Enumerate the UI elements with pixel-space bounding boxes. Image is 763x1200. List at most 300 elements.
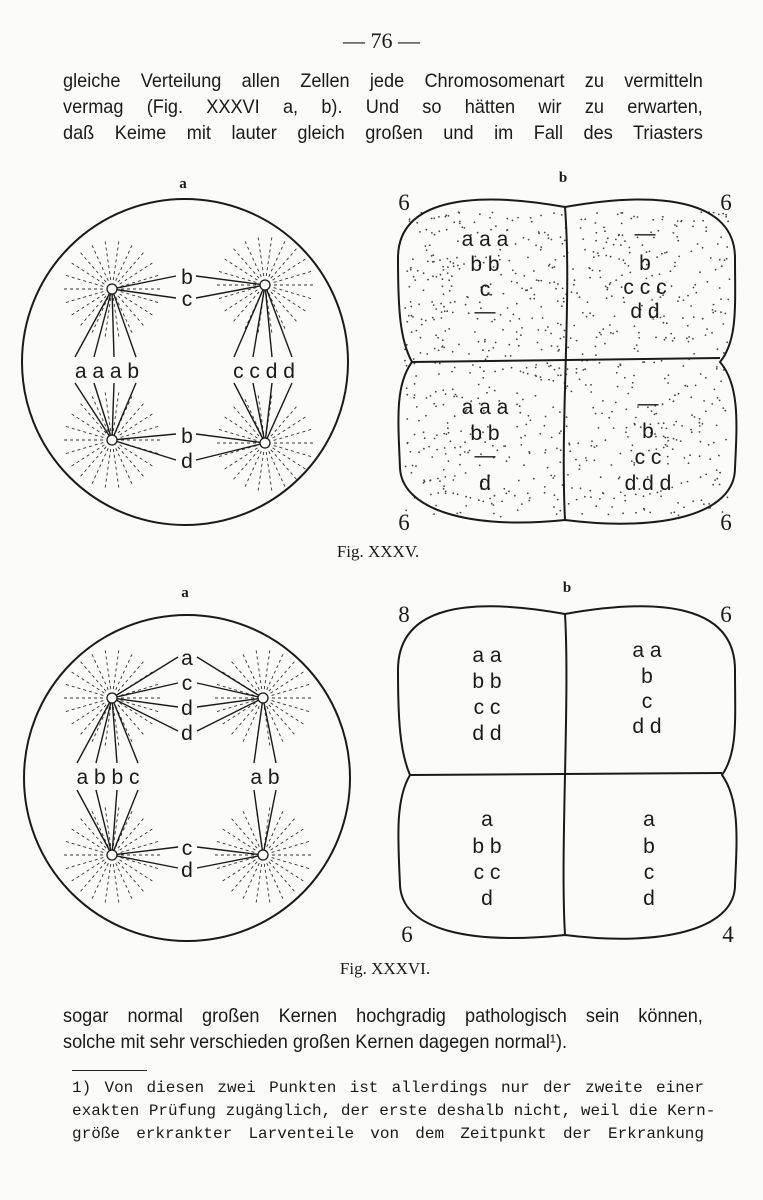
stipple-dot (521, 327, 523, 329)
stipple-dot (421, 318, 423, 320)
stipple-dot (629, 252, 631, 254)
stipple-dot (577, 442, 579, 444)
fig35-a-right-group: c c d d (233, 360, 295, 383)
aster-ray (271, 672, 304, 693)
stipple-dot (707, 281, 709, 283)
stipple-dot (717, 243, 719, 245)
stipple-dot (624, 240, 626, 242)
stipple-dot (630, 450, 632, 452)
fig36-a-spindle (77, 657, 276, 868)
stipple-dot (606, 289, 608, 291)
stipple-dot (694, 416, 696, 418)
stipple-dot (655, 436, 657, 438)
stipple-dot (434, 348, 436, 350)
stipple-dot (503, 445, 505, 447)
stipple-dot (518, 345, 520, 347)
stipple-dot (495, 225, 497, 227)
fig36-a-chromosome: d (181, 697, 193, 720)
stipple-dot (592, 270, 594, 272)
stipple-dot (580, 227, 582, 229)
stipple-dot (507, 307, 509, 309)
stipple-dot (563, 255, 565, 257)
stipple-dot (722, 407, 724, 409)
stipple-dot (533, 298, 535, 300)
stipple-dot (426, 353, 428, 355)
stipple-dot (638, 337, 640, 339)
stipple-dot (598, 255, 600, 257)
stipple-dot (458, 344, 460, 346)
aster-ray (266, 452, 272, 491)
stipple-dot (551, 239, 553, 241)
stipple-dot (576, 368, 578, 370)
stipple-dot (557, 323, 559, 325)
aster-ray (223, 860, 256, 881)
stipple-dot (506, 460, 508, 462)
stipple-dot (664, 252, 666, 254)
stipple-dot (489, 498, 491, 500)
stipple-dot (567, 368, 569, 370)
stipple-dot (469, 450, 471, 452)
stipple-dot (460, 446, 462, 448)
stipple-dot (557, 346, 559, 348)
stipple-dot (439, 363, 441, 365)
stipple-dot (413, 358, 415, 360)
stipple-dot (673, 511, 675, 513)
stipple-dot (576, 340, 578, 342)
stipple-dot (686, 337, 688, 339)
stipple-dot (692, 226, 694, 228)
stipple-dot (719, 259, 721, 261)
stipple-dot (725, 216, 727, 218)
stipple-dot (433, 403, 435, 405)
stipple-dot (620, 244, 622, 246)
stipple-dot (593, 256, 595, 258)
fig36-b-q2-line: a a (632, 639, 662, 662)
stipple-dot (450, 302, 452, 304)
stipple-dot (555, 259, 557, 261)
stipple-dot (465, 472, 467, 474)
fig36-b-q3-line: d (481, 887, 493, 910)
stipple-dot (600, 334, 602, 336)
stipple-dot (566, 385, 568, 387)
stipple-dot (705, 474, 707, 476)
stipple-dot (545, 330, 547, 332)
stipple-dot (709, 458, 711, 460)
stipple-dot (544, 425, 546, 427)
stipple-dot (432, 254, 434, 256)
stipple-dot (417, 270, 419, 272)
fig35-b-q4-line: b (642, 420, 654, 443)
fig36-a-chromosome: d (181, 722, 193, 745)
fig35-a (22, 176, 348, 525)
aster-ray (72, 860, 105, 881)
stipple-dot (418, 420, 420, 422)
stipple-dot (550, 475, 552, 477)
aster-ray (121, 841, 158, 852)
stipple-dot (617, 366, 619, 368)
aster-ray (120, 263, 153, 284)
stipple-dot (442, 345, 444, 347)
stipple-dot (405, 466, 407, 468)
stipple-dot (666, 251, 668, 253)
stipple-dot (517, 509, 519, 511)
aster-ray (66, 858, 103, 869)
fig35-a-chromosome: b (181, 266, 193, 289)
stipple-dot (655, 337, 657, 339)
stipple-dot (519, 412, 521, 414)
stipple-dot (524, 435, 526, 437)
stipple-dot (699, 418, 701, 420)
stipple-dot (447, 272, 449, 274)
fig36-b-q1-line: d d (472, 722, 502, 745)
stipple-dot (600, 277, 602, 279)
stipple-dot (412, 316, 414, 318)
stipple-dot (605, 255, 607, 257)
aster-ray (271, 703, 304, 724)
stipple-dot (654, 433, 656, 435)
stipple-dot (721, 265, 723, 267)
stipple-dot (626, 427, 628, 429)
aster-ray (72, 672, 105, 693)
stipple-dot (444, 476, 446, 478)
stipple-dot (430, 395, 432, 397)
fig35-b-q1-line: a a a (461, 228, 509, 251)
stipple-dot (433, 261, 435, 263)
stipple-dot (662, 216, 664, 218)
stipple-dot (677, 220, 679, 222)
stipple-dot (448, 432, 450, 434)
stipple-dot (493, 513, 495, 515)
stipple-dot (523, 275, 525, 277)
stipple-dot (589, 277, 591, 279)
stipple-dot (457, 265, 459, 267)
fig35-a-chromosome: c (181, 288, 193, 311)
stipple-dot (443, 488, 445, 490)
fig35-a-sublabel: a (179, 176, 187, 192)
stipple-dot (491, 503, 493, 505)
stipple-dot (580, 488, 582, 490)
stipple-dot (472, 364, 474, 366)
stipple-dot (592, 407, 594, 409)
stipple-dot (715, 269, 717, 271)
footnote (72, 1077, 716, 1146)
fig35-b-q2-line: c c c (623, 276, 667, 299)
stipple-dot (567, 474, 569, 476)
stipple-dot (425, 245, 427, 247)
stipple-dot (713, 442, 715, 444)
stipple-dot (431, 301, 433, 303)
stipple-dot (512, 220, 514, 222)
stipple-dot (460, 512, 462, 514)
aster-ray (273, 259, 306, 280)
aster-ray (113, 864, 119, 903)
stipple-dot (643, 361, 645, 363)
stipple-dot (515, 243, 517, 245)
stipple-dot (683, 506, 685, 508)
stipple-dot (684, 457, 686, 459)
stipple-dot (680, 221, 682, 223)
stipple-dot (536, 279, 538, 281)
aster-ray (105, 650, 111, 689)
stipple-dot (694, 284, 696, 286)
aster-ray (217, 841, 254, 852)
stipple-dot (445, 491, 447, 493)
stipple-dot (687, 385, 689, 387)
stipple-dot (452, 388, 454, 390)
stipple-dot (561, 305, 563, 307)
stipple-dot (624, 263, 626, 265)
aster-ray (266, 237, 272, 276)
aster-ray (105, 864, 111, 903)
stipple-dot (624, 377, 626, 379)
stipple-dot (576, 292, 578, 294)
fig36-b-q2-line: c (641, 690, 653, 713)
fig36-b-q1-line: a a (472, 644, 502, 667)
aster-ray (113, 650, 119, 689)
stipple-dot (583, 369, 585, 371)
stipple-dot (589, 268, 591, 270)
stipple-dot (440, 274, 442, 276)
stipple-dot (688, 341, 690, 343)
fig35-b-q3-line: a a a (461, 396, 509, 419)
stipple-dot (435, 334, 437, 336)
fig36-b-q1-line: b b (472, 670, 502, 693)
stipple-dot (573, 325, 575, 327)
stipple-dot (528, 451, 530, 453)
stipple-dot (667, 382, 669, 384)
stipple-dot (418, 451, 420, 453)
stipple-dot (636, 344, 638, 346)
stipple-dot (466, 296, 468, 298)
stipple-dot (702, 318, 704, 320)
stipple-dot (544, 452, 546, 454)
stipple-dot (661, 360, 663, 362)
stipple-dot (530, 419, 532, 421)
aster-ray (72, 445, 105, 466)
stipple-dot (591, 445, 593, 447)
stipple-dot (537, 342, 539, 344)
stipple-dot (620, 491, 622, 493)
stipple-dot (623, 301, 625, 303)
aster-ray (274, 429, 311, 440)
stipple-dot (719, 472, 721, 474)
stipple-dot (673, 232, 675, 234)
stipple-dot (452, 312, 454, 314)
stipple-dot (518, 480, 520, 482)
stipple-dot (412, 258, 414, 260)
stipple-dot (528, 500, 530, 502)
stipple-dot (421, 324, 423, 326)
fig36-a-chromosome: c (181, 672, 193, 695)
stipple-dot (678, 296, 680, 298)
stipple-dot (660, 317, 662, 319)
aster-ray (66, 275, 103, 286)
stipple-dot (520, 370, 522, 372)
stipple-dot (511, 367, 513, 369)
stipple-dot (627, 393, 629, 395)
fig36-a (24, 585, 350, 941)
stipple-dot (682, 317, 684, 319)
stipple-dot (442, 389, 444, 391)
stipple-dot (579, 378, 581, 380)
stipple-dot (585, 384, 587, 386)
stipple-dot (454, 415, 456, 417)
stipple-dot (599, 332, 601, 334)
stipple-dot (552, 380, 554, 382)
stipple-dot (523, 372, 525, 374)
stipple-dot (456, 396, 458, 398)
stipple-dot (459, 221, 461, 223)
stipple-dot (562, 288, 564, 290)
stipple-dot (423, 289, 425, 291)
stipple-dot (716, 368, 718, 370)
stipple-dot (420, 352, 422, 354)
stipple-dot (620, 453, 622, 455)
stipple-dot (691, 431, 693, 433)
stipple-dot (726, 258, 728, 260)
stipple-dot (429, 245, 431, 247)
stipple-dot (688, 462, 690, 464)
stipple-dot (551, 437, 553, 439)
stipple-dot (415, 465, 417, 467)
stipple-dot (600, 476, 602, 478)
stipple-dot (584, 368, 586, 370)
fig35-b-count: 6 (398, 190, 410, 215)
stipple-dot (664, 437, 666, 439)
stipple-dot (482, 377, 484, 379)
stipple-dot (443, 347, 445, 349)
fig36-b-q4-line: a (643, 808, 655, 831)
page-number: — 76 — (343, 28, 420, 53)
stipple-dot (724, 410, 726, 412)
stipple-dot (669, 399, 671, 401)
stipple-dot (439, 259, 441, 261)
stipple-dot (411, 315, 413, 317)
stipple-dot (712, 309, 714, 311)
stipple-dot (516, 426, 518, 428)
fig36-b-q2-line: d d (632, 715, 662, 738)
aster-ray (72, 414, 105, 435)
stipple-dot (612, 333, 614, 335)
stipple-dot (437, 492, 439, 494)
stipple-dot (463, 263, 465, 265)
fig35-b-q3-line: b b (470, 422, 500, 445)
stipple-dot (483, 370, 485, 372)
stipple-dot (410, 269, 412, 271)
fig35-b-count: 6 (398, 510, 410, 535)
stipple-dot (658, 423, 660, 425)
stipple-dot (729, 278, 731, 280)
stipple-dot (674, 262, 676, 264)
stipple-dot (690, 305, 692, 307)
stipple-dot (424, 437, 426, 439)
stipple-dot (502, 368, 504, 370)
stipple-dot (719, 400, 721, 402)
stipple-dot (538, 280, 540, 282)
stipple-dot (590, 391, 592, 393)
stipple-dot (611, 506, 613, 508)
stipple-dot (599, 498, 601, 500)
stipple-dot (508, 456, 510, 458)
stipple-dot (458, 212, 460, 214)
stipple-dot (413, 276, 415, 278)
aster-ray (66, 292, 103, 303)
stipple-dot (724, 313, 726, 315)
stipple-dot (503, 488, 505, 490)
stipple-dot (442, 339, 444, 341)
stipple-dot (431, 232, 433, 234)
stipple-dot (674, 224, 676, 226)
stipple-dot (448, 328, 450, 330)
stipple-dot (423, 482, 425, 484)
stipple-dot (678, 256, 680, 258)
stipple-dot (561, 214, 563, 216)
stipple-dot (545, 416, 547, 418)
stipple-dot (505, 493, 507, 495)
stipple-dot (625, 408, 627, 410)
stipple-dot (674, 394, 676, 396)
stipple-dot (722, 323, 724, 325)
aster-ray (66, 684, 103, 695)
stipple-dot (467, 452, 469, 454)
stipple-dot (602, 492, 604, 494)
stipple-dot (692, 338, 694, 340)
stipple-dot (677, 240, 679, 242)
stipple-dot (720, 380, 722, 382)
stipple-dot (411, 472, 413, 474)
stipple-dot (527, 257, 529, 259)
stipple-dot (616, 372, 618, 374)
stipple-dot (701, 499, 703, 501)
stipple-dot (438, 373, 440, 375)
stipple-dot (436, 276, 438, 278)
stipple-dot (540, 215, 542, 217)
stipple-dot (582, 312, 584, 314)
aster-ray (256, 864, 262, 903)
stipple-dot (621, 223, 623, 225)
stipple-dot (711, 332, 713, 334)
stipple-dot (535, 395, 537, 397)
stipple-dot (560, 338, 562, 340)
stipple-dot (713, 212, 715, 214)
stipple-dot (705, 226, 707, 228)
fig36-b-q4-line: d (643, 887, 655, 910)
stipple-dot (595, 222, 597, 224)
stipple-dot (664, 378, 666, 380)
stipple-dot (571, 487, 573, 489)
stipple-dot (484, 339, 486, 341)
stipple-dot (706, 328, 708, 330)
stipple-dot (609, 324, 611, 326)
outro-paragraph (63, 1003, 703, 1055)
fig36-b-q1-line: c c (473, 696, 501, 719)
stipple-dot (528, 415, 530, 417)
stipple-dot (457, 240, 459, 242)
stipple-dot (566, 416, 568, 418)
stipple-dot (416, 406, 418, 408)
stipple-dot (478, 384, 480, 386)
stipple-dot (667, 463, 669, 465)
stipple-dot (687, 295, 689, 297)
stipple-dot (414, 394, 416, 396)
fig35-b-q1-line: — (474, 300, 496, 323)
stipple-dot (412, 465, 414, 467)
stipple-dot (560, 374, 562, 376)
stipple-dot (521, 288, 523, 290)
stipple-dot (576, 372, 578, 374)
stipple-dot (436, 434, 438, 436)
stipple-dot (508, 490, 510, 492)
